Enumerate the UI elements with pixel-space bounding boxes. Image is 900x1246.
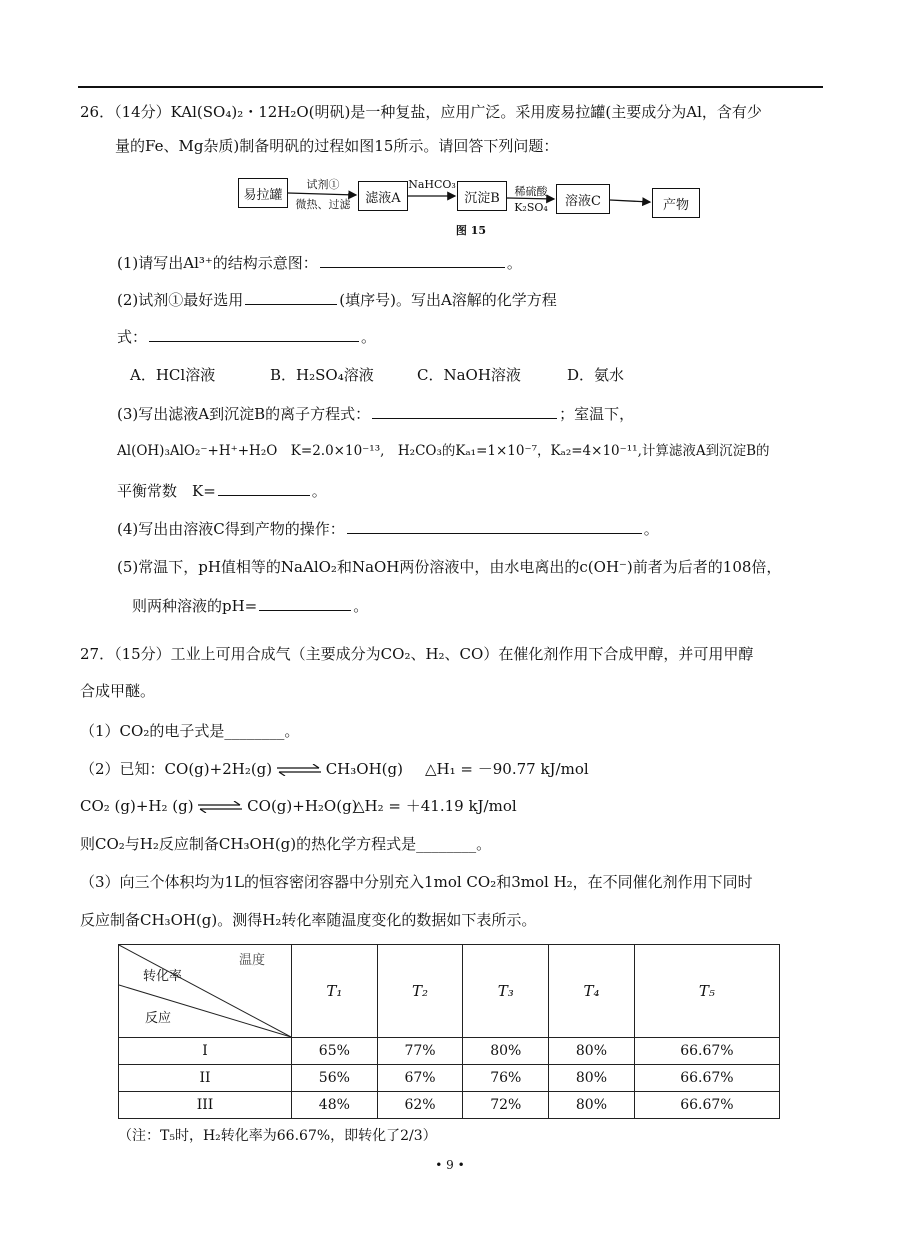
arrow3-top-label: 稀硫酸	[514, 185, 548, 198]
q26-part3-text-b: ；室温下，	[559, 405, 635, 423]
table-cell: 66.67%	[634, 1092, 779, 1119]
option-b: B．H₂SO₄溶液	[270, 366, 374, 384]
flow-arrows	[0, 0, 900, 260]
arrow1-top-label: 试剂①	[306, 178, 340, 191]
table-cell: 80%	[549, 1092, 635, 1119]
flow-box-cans: 易拉罐	[238, 178, 288, 208]
eq2-reactants: CO₂ (g)+H₂ (g)	[80, 797, 194, 815]
table-cell: 77%	[377, 1038, 463, 1065]
q27-equation1	[80, 760, 403, 778]
option-c: C．NaOH溶液	[417, 366, 521, 384]
q26-part5-text-b: 则两种溶液的pH=	[132, 597, 258, 615]
table-row	[119, 1065, 780, 1092]
table-row	[119, 1092, 780, 1119]
q26-part2-text-b: (填序号)。写出A溶解的化学方程	[339, 291, 557, 309]
table-corner-cell	[119, 945, 292, 1038]
eq1-reactants: （2）已知：CO(g)+2H₂(g)	[80, 760, 273, 778]
q26-part1-text: (1)请写出Al³⁺的结构示意图：	[117, 254, 318, 272]
row-label: II	[119, 1065, 292, 1092]
q26-part2-text-c: 式：	[117, 328, 148, 346]
q26-part3-text-a: (3)写出滤液A到沉淀B的离子方程式：	[117, 405, 371, 423]
q27-heading: 27．（15分）工业上可用合成气（主要成分为CO₂、H₂、CO）在催化剂作用下合成甲醇，并可用甲醇	[80, 645, 754, 663]
q27-heading-cont: 合成甲醚。	[80, 682, 156, 700]
header-t2: T₂	[377, 945, 463, 1038]
answer-blank	[259, 596, 351, 611]
answer-blank	[218, 481, 310, 496]
corner-temperature-label: 温度	[239, 953, 266, 968]
table-cell: 48%	[292, 1092, 378, 1119]
table-cell: 72%	[463, 1092, 549, 1119]
header-t4: T₄	[549, 945, 635, 1038]
q27-part3-cont: 反应制备CH₃OH(g)。测得H₂转化率随温度变化的数据如下表所示。	[80, 911, 537, 929]
arrow2-top-label: NaHCO₃	[408, 178, 456, 191]
table-header-row	[119, 945, 780, 1038]
arrow3-bottom-label: K₂SO₄	[514, 201, 548, 214]
q26-heading: 26．（14分）KAl(SO₄)₂・12H₂O(明矾)是一种复盐，应用广泛。采用废易拉罐(主要成分为Al，含有少	[80, 103, 762, 121]
table-cell: 56%	[292, 1065, 378, 1092]
q26-part5-cont: 则两种溶液的pH= 。	[132, 597, 369, 615]
table-cell: 80%	[549, 1065, 635, 1092]
answer-blank	[347, 519, 642, 534]
q26-part2	[117, 290, 557, 309]
q26-part3-constants: Al(OH)₃AlO₂⁻+H⁺+H₂O K=2.0×10⁻¹³, H₂CO₃的Kₐ₁=1×10⁻⁷，Kₐ₂=4×10⁻¹¹,计算滤液A到沉淀B的	[117, 443, 770, 459]
answer-blank	[320, 253, 505, 268]
q26-part3	[117, 404, 634, 423]
q26-part1: (1)请写出Al³⁺的结构示意图： 。	[117, 254, 522, 272]
table-cell: 66.67%	[634, 1065, 779, 1092]
table-cell: 80%	[549, 1038, 635, 1065]
q27-equation2	[80, 797, 358, 815]
q26-heading-cont: 量的Fe、Mg杂质)制备明矾的过程如图15所示。请回答下列问题：	[115, 137, 559, 155]
q26-part4: (4)写出由溶液C得到产物的操作： 。	[117, 520, 659, 538]
corner-reaction-label: 反应	[145, 1011, 172, 1026]
eq2-enthalpy: △H₂ = ＋41.19 kJ/mol	[353, 797, 517, 815]
option-a: A．HCl溶液	[130, 366, 216, 384]
header-t3: T₃	[463, 945, 549, 1038]
q27-part2-question: 则CO₂与H₂反应制备CH₃OH(g)的热化学方程式是________。	[80, 835, 492, 853]
flow-box-product: 产物	[652, 188, 700, 218]
q26-part2-text-a: (2)试剂①最好选用	[117, 291, 244, 309]
corner-rate-label: 转化率	[143, 969, 183, 984]
eq2-products: CO(g)+H₂O(g)	[247, 797, 358, 815]
option-d: D．氨水	[567, 366, 625, 384]
row-label: I	[119, 1038, 292, 1065]
table-cell: 76%	[463, 1065, 549, 1092]
q26-part3-text-d: 平衡常数 K=	[117, 482, 216, 500]
eq1-products: CH₃OH(g)	[325, 760, 403, 778]
arrow1-bottom-label: 微热、过滤	[295, 198, 351, 211]
eq1-enthalpy: △H₁ = －90.77 kJ/mol	[425, 760, 589, 778]
table-cell: 65%	[292, 1038, 378, 1065]
conversion-table	[118, 944, 780, 1119]
table-cell: 67%	[377, 1065, 463, 1092]
figure-caption: 图 15	[455, 224, 487, 237]
q27-part1: （1）CO₂的电子式是________。	[80, 722, 300, 740]
answer-blank	[149, 327, 359, 342]
header-t1: T₁	[292, 945, 378, 1038]
flow-box-precipitate-b: 沉淀B	[457, 181, 507, 211]
flow-box-filtrate-a: 滤液A	[358, 181, 408, 211]
table-note: （注：T₅时，H₂转化率为66.67%，即转化了2/3）	[118, 1128, 437, 1144]
row-label: III	[119, 1092, 292, 1119]
equilibrium-arrow-icon	[277, 764, 321, 776]
table-row	[119, 1038, 780, 1065]
table-cell: 66.67%	[634, 1038, 779, 1065]
page-number: • 9 •	[435, 1158, 465, 1172]
q26-part4-text: (4)写出由溶液C得到产物的操作：	[117, 520, 345, 538]
q27-part3: （3）向三个体积均为1L的恒容密闭容器中分别充入1mol CO₂和3mol H₂，在不同催化剂作用下同时	[80, 873, 753, 891]
q26-part3-k: 平衡常数 K= 。	[117, 482, 327, 500]
q26-part5: (5)常温下，pH值相等的NaAlO₂和NaOH两份溶液中，由水电离出的c(OH⁻)前者为后者的108倍，	[117, 558, 782, 576]
q26-part2-cont: 式： 。	[117, 328, 377, 346]
flow-box-solution-c: 溶液C	[556, 184, 610, 214]
equilibrium-arrow-icon	[198, 801, 242, 813]
table-cell: 62%	[377, 1092, 463, 1119]
answer-blank	[245, 290, 337, 305]
table-cell: 80%	[463, 1038, 549, 1065]
header-t5: T₅	[634, 945, 779, 1038]
answer-blank	[372, 404, 557, 419]
